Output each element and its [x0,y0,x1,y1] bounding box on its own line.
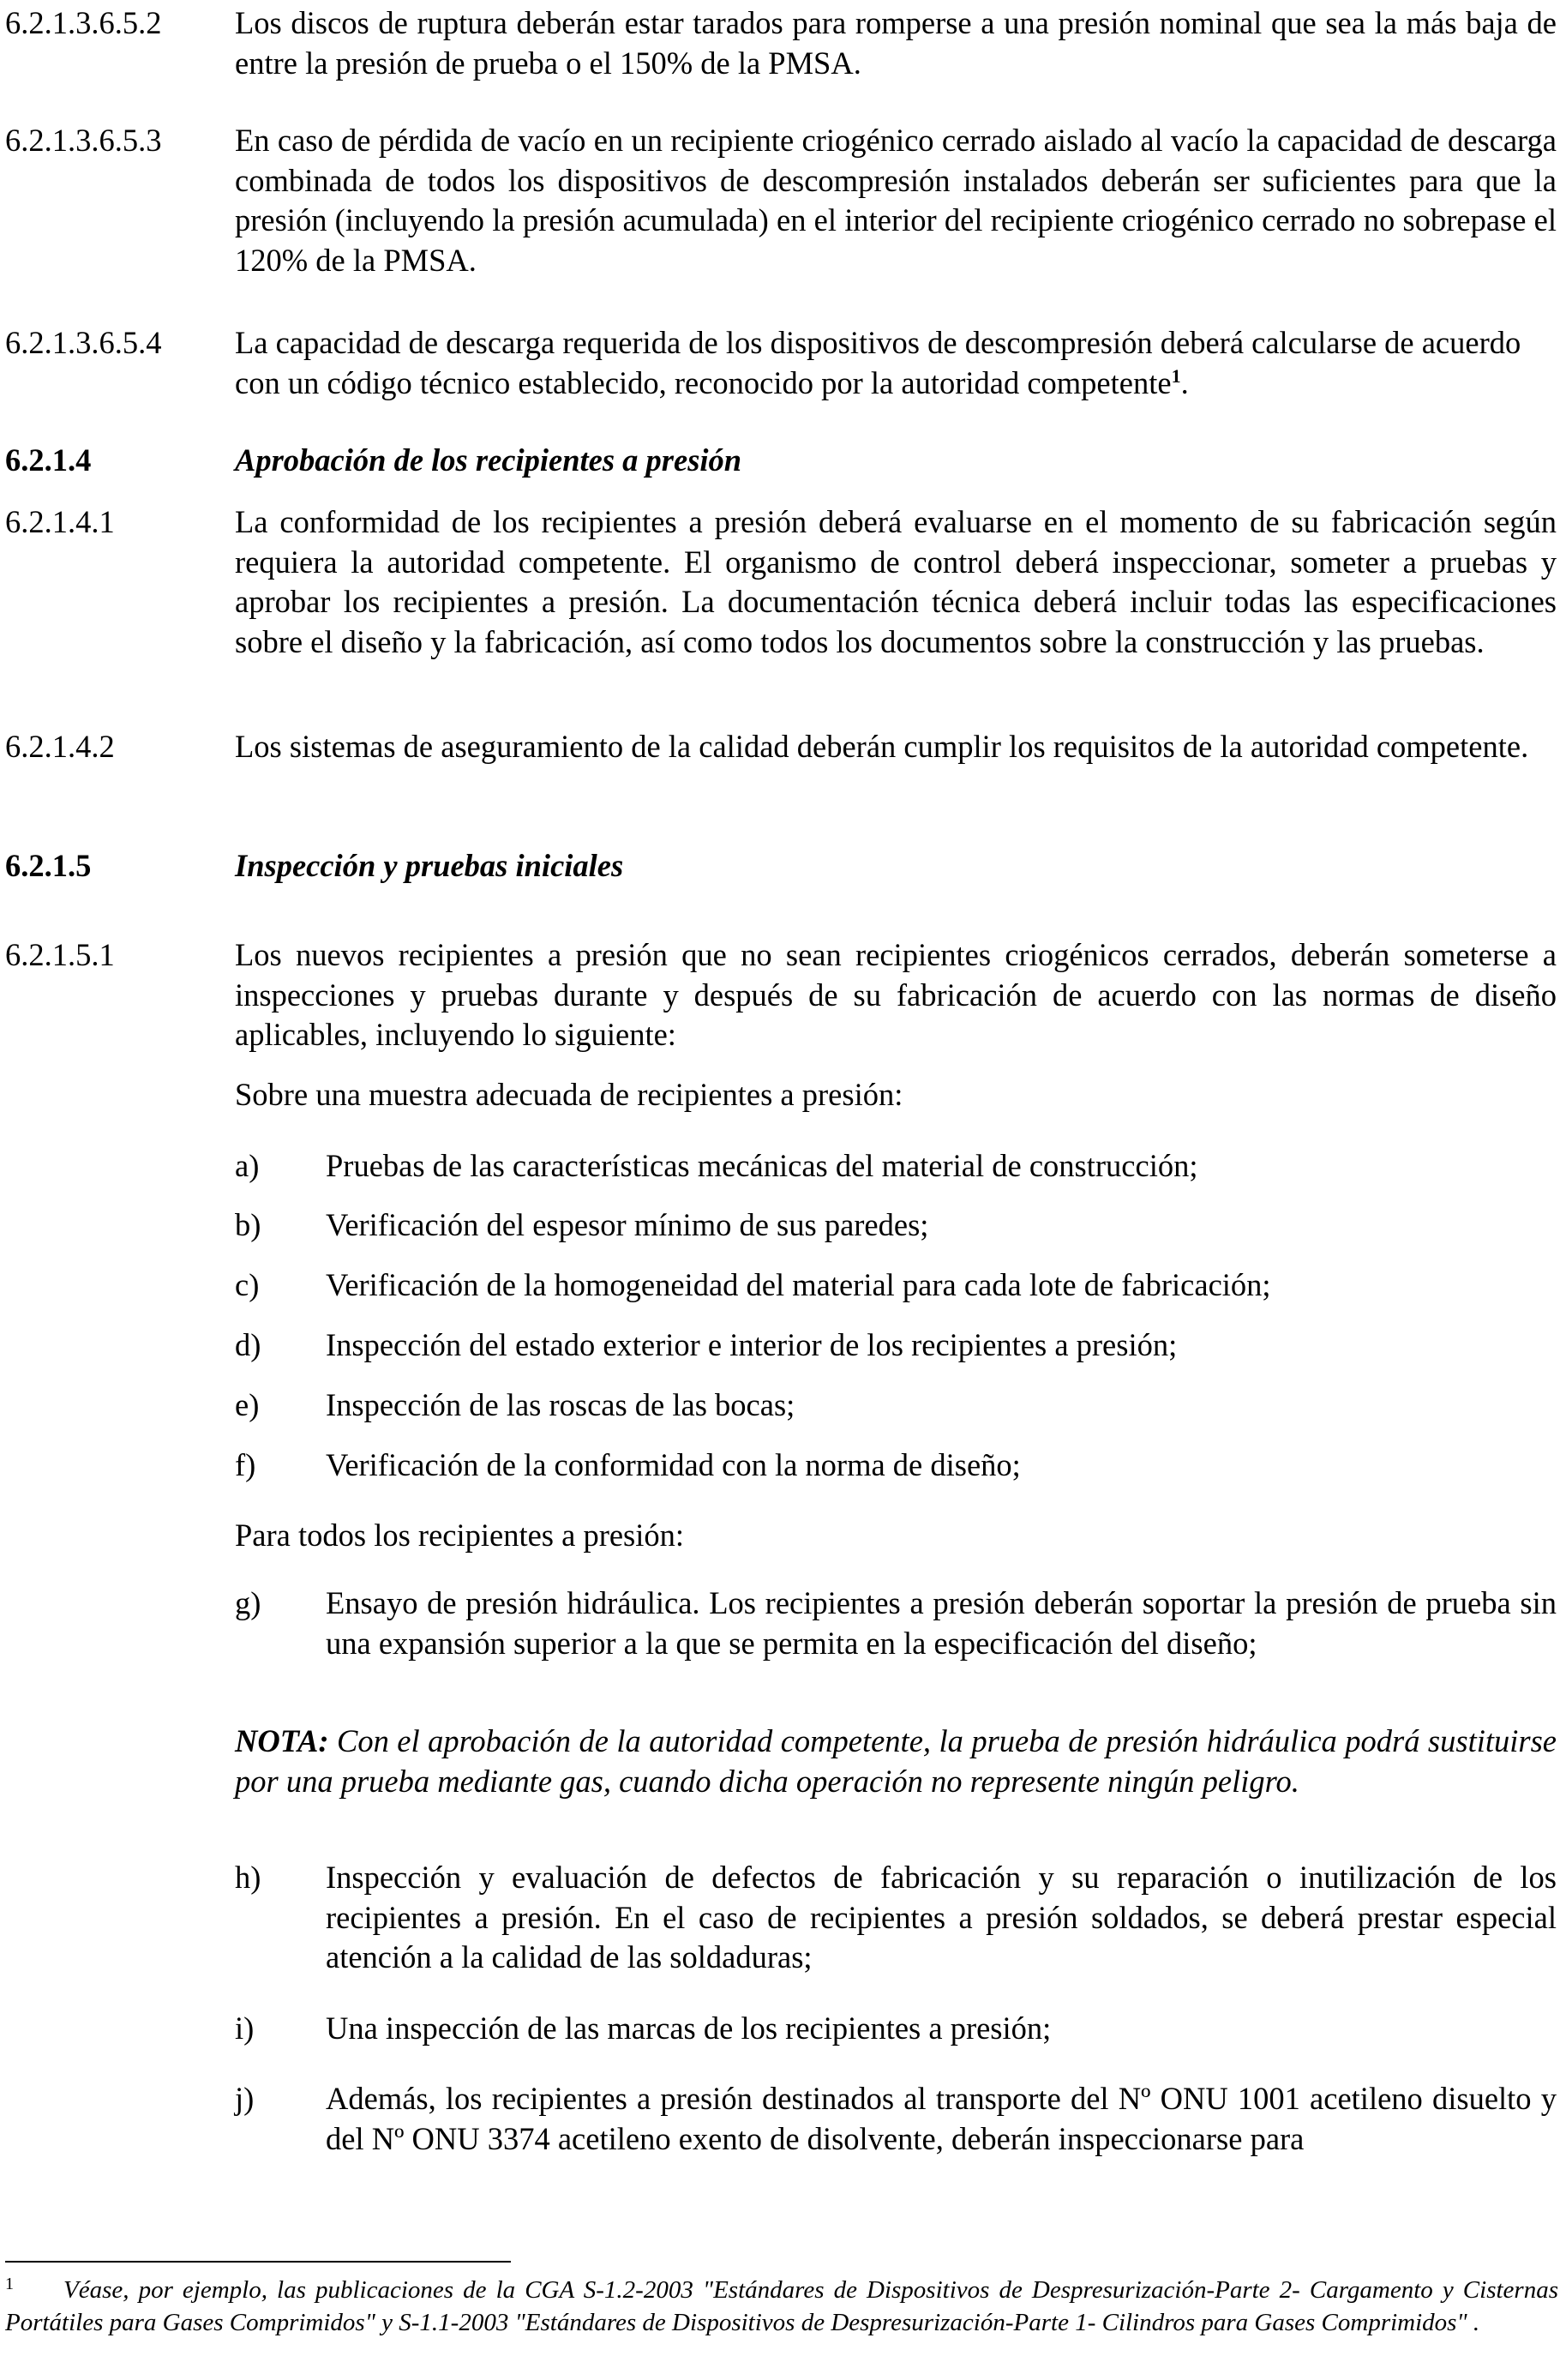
list-item-letter: c) [235,1267,260,1302]
paragraph-text: La conformidad de los recipientes a presión deberá evaluarse en el momento de su fabricación según requiera la autoridad competente. El organismo de control deberá inspeccionar, someter a pruebas y aprobar los recipientes a presión. La documentación técnica deberá incluir todas las especificaciones sobre el diseño y la fabricación, así como todos los documentos sobre la construcción y las pruebas. [235,504,1557,659]
list-item-letter: i) [235,2010,255,2046]
paragraph-text: En caso de pérdida de vacío en un recipiente criogénico cerrado aislado al vacío la capacidad de descarga combinada de todos los dispositivos de descompresión instalados deberán ser suficientes para que la presión (incluyendo la presión acumulada) en el interior del recipiente criogénico cerrado no sobrepase el 120% de la PMSA. [235,123,1557,278]
paragraph-6-2-1-5-1 [0,935,1557,1055]
list-item-letter: a) [235,1148,260,1183]
list-item-text: Verificación del espesor mínimo de sus paredes; [326,1207,929,1242]
paragraph-6-2-1-4-1 [0,502,1557,662]
list-item [0,1205,1557,1246]
note-label: NOTA: [235,1723,329,1758]
list-item-letter: j) [235,2081,255,2116]
list-item-letter: d) [235,1327,261,1362]
footnote [5,2274,1558,2339]
intro-sample-text: Sobre una muestra adecuada de recipientes a presión: [235,1077,903,1112]
paragraph-6-2-1-3-6-5-4 [0,323,1557,403]
list-item-letter: e) [235,1387,260,1422]
list-item-text: Verificación de la homogeneidad del material para cada lote de fabricación; [326,1267,1271,1302]
section-number: 6.2.1.3.6.5.4 [5,325,162,360]
paragraph-text: Los nuevos recipientes a presión que no sean recipientes criogénicos cerrados, deberán someterse a inspecciones y pruebas durante y después de su fabricación de acuerdo con las normas de diseño aplicables, incluyendo lo siguiente: [235,937,1557,1052]
list-item-text: Ensayo de presión hidráulica. Los recipientes a presión deberán soportar la presión de prueba sin una expansión superior a la que se permita en la especificación del diseño; [326,1585,1557,1661]
paragraph-text-end: . [1180,364,1189,400]
section-number: 6.2.1.4 [5,442,92,478]
list-item-text: Inspección y evaluación de defectos de fabricación y su reparación o inutilización de los recipientes a presión. En el caso de recipientes a presión soldados, se deberá prestar especial atención a la calidad de las soldaduras; [326,1860,1557,1974]
list-item [0,1265,1557,1306]
section-number: 6.2.1.4.1 [5,504,115,539]
section-heading-6-2-1-4 [0,441,1557,481]
note-block [0,1722,1557,1801]
intro-all-line [0,1516,1557,1556]
list-item-letter: h) [235,1860,261,1895]
paragraph-6-2-1-3-6-5-2 [0,3,1557,83]
list-item-text: Pruebas de las características mecánicas del material de construcción; [326,1148,1198,1183]
list-item [0,1325,1557,1366]
list-item-letter: b) [235,1207,261,1242]
section-heading-6-2-1-5 [0,846,1557,886]
section-number: 6.2.1.5 [5,848,92,883]
section-number: 6.2.1.4.2 [5,729,115,764]
section-number: 6.2.1.3.6.5.2 [5,5,162,40]
footnote-reference[interactable]: 1 [1171,364,1181,387]
paragraph-text: Los discos de ruptura deberán estar tarados para romperse a una presión nominal que sea la más baja de entre la presión de prueba o el 150% de la PMSA. [235,5,1557,81]
section-number: 6.2.1.3.6.5.3 [5,123,162,158]
section-heading-text: Inspección y pruebas iniciales [235,848,624,883]
list-item [0,2079,1557,2159]
section-number: 6.2.1.5.1 [5,937,115,972]
list-item-text: Una inspección de las marcas de los recipientes a presión; [326,2010,1052,2046]
paragraph-6-2-1-4-2 [0,727,1557,767]
list-item [0,1858,1557,1978]
paragraph-text: Los sistemas de aseguramiento de la calidad deberán cumplir los requisitos de la autoridad competente. [235,729,1529,764]
paragraph-6-2-1-3-6-5-3 [0,121,1557,280]
list-item [0,1445,1557,1486]
list-item [0,2009,1557,2049]
list-item-text: Verificación de la conformidad con la norma de diseño; [326,1447,1021,1482]
footnote-mark: 1 [5,2275,14,2293]
list-item [0,1385,1557,1426]
intro-all-text: Para todos los recipientes a presión: [235,1518,685,1553]
footnote-text: Véase, por ejemplo, las publicaciones de la CGA S-1.2-2003 "Estándares de Dispositivos de Despresurización-Parte 2- Cargamento y Cisternas Portátiles para Gases Comprimidos" y S-1.1-2003 "Estándares de Dispositivos de Despresurización-Parte 1- Cilindros para Gases Comprimidos" . [5,2276,1558,2336]
list-item-text: Inspección del estado exterior e interior de los recipientes a presión; [326,1327,1178,1362]
paragraph-text [235,323,1557,403]
note-body: Con el aprobación de la autoridad competente, la prueba de presión hidráulica podrá sustituirse por una prueba mediante gas, cuando dicha operación no represente ningún peligro. [235,1723,1557,1799]
list-item-text: Inspección de las roscas de las bocas; [326,1387,795,1422]
intro-sample-line [0,1075,1557,1115]
section-heading-text: Aprobación de los recipientes a presión [235,442,742,478]
list-item-letter: g) [235,1585,261,1620]
footnote-separator [5,2261,511,2263]
list-item [0,1584,1557,1663]
paragraph-text-body: La capacidad de descarga requerida de los dispositivos de descompresión deberá calcularse de acuerdo con un código técnico establecido, reconocido por la autoridad competente [235,325,1521,400]
list-item-letter: f) [235,1447,256,1482]
list-item-text: Además, los recipientes a presión destinados al transporte del Nº ONU 1001 acetileno disuelto y del Nº ONU 3374 acetileno exento de disolvente, deberán inspeccionarse para [326,2081,1557,2156]
list-item [0,1146,1557,1187]
note-text [235,1722,1557,1801]
